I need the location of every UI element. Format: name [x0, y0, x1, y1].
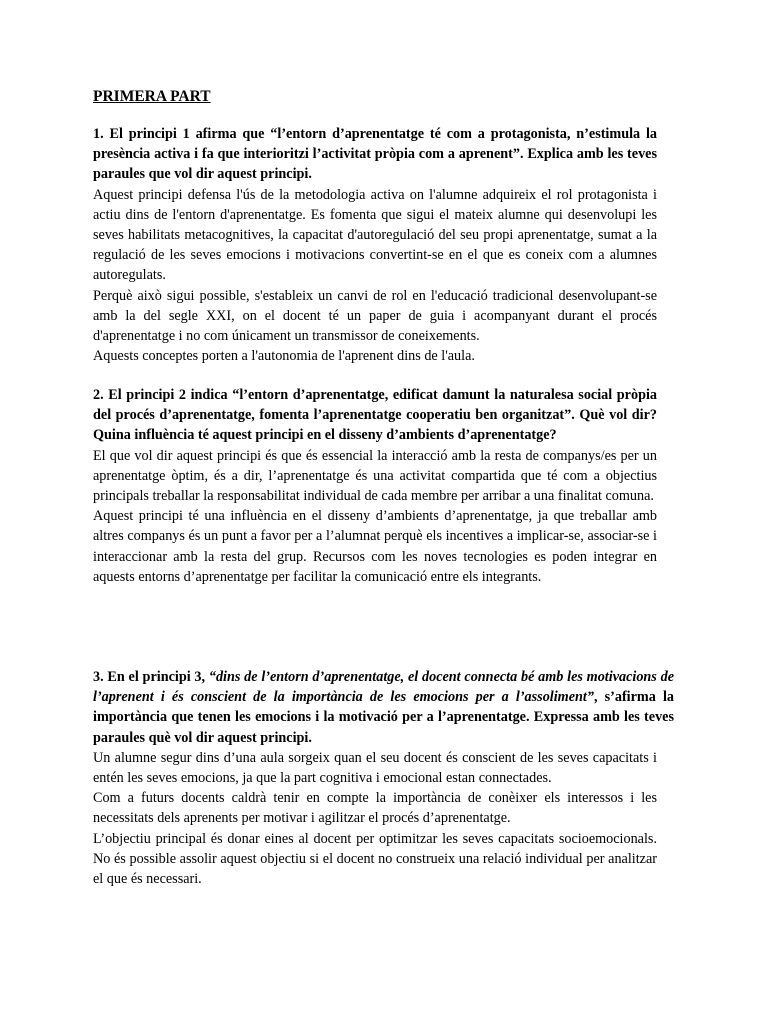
section-principle-3 — [93, 667, 674, 889]
question-1: 1. El principi 1 afirma que “l’entorn d’aprenentatge té com a protagonista, n’estimula la presència activa i fa que interioritzi l’activitat pròpia com a aprenent”. Explica amb les teves paraules que vol dir aquest principi. — [93, 126, 657, 183]
question-3 — [93, 667, 674, 748]
page-title: PRIMERA PART — [93, 88, 211, 105]
answer-paragraph: Aquest principi té una influència en el disseny d’ambients d’aprenentatge, ja que treballar amb altres companys és un punt a favor per a l’alumnat perquè els incentives a implicar-se, associar-se i interaccionar amb la resta del grup. Recursos com les noves tecnologies es poden integrar en aquests entorns d’aprenentatge per facilitar la comunicació entre els integrants. — [93, 508, 657, 585]
answer-paragraph: Perquè això sigui possible, s'estableix un canvi de rol en l'educació tradicional desenvolupant-se amb la del segle XXI, on el docent té un paper de guia i acompanyant durant el procés d'aprenentatge i no com únicament un transmissor de coneixements. — [93, 287, 657, 345]
answer-paragraph: Un alumne segur dins d’una aula sorgeix quan el seu docent és conscient de les seves capacitats i entén les seves emocions, ja que la part cognitiva i emocional estan connectades. — [93, 749, 657, 787]
section-principle-2 — [93, 385, 657, 587]
question-3-suffix: , s’afirma la importància que tenen les emocions i la motivació per a l’aprenentatge. Expressa amb les teves paraules què vol dir aquest principi. — [93, 689, 674, 746]
answer-paragraph: Aquest principi defensa l'ús de la metodologia activa on l'alumne adquireix el rol protagonista i actiu dins de l'entorn d'aprenentatge. Es fomenta que sigui el mateix alumne qui desenvolupi les seves habilitats metacognitives, la capacitat d'autoregulació del seu propi aprenentatge, sumat a la regulació de les seves emocions i motivacions convertint-se en el que es coneix com a alumnes autoregulats. — [93, 186, 657, 284]
question-2: 2. El principi 2 indica “l’entorn d’aprenentatge, edificat damunt la naturalesa social pròpia del procés d’aprenentatge, fomenta l’aprenentatge cooperatiu ben organitzat”. Què vol dir? Quina influència té aquest principi en el disseny d’ambients d’aprenentatge? — [93, 387, 657, 444]
answer-paragraph: Com a futurs docents caldrà tenir en compte la importància de conèixer els interessos i les necessitats dels aprenents per motivar i agilitzar el procés d’aprenentatge. — [93, 790, 657, 827]
answer-paragraph: El que vol dir aquest principi és que és essencial la interacció amb la resta de companys/es per un aprenentatge òptim, és a dir, l’aprenentatge és una activitat compartida que té com a objectius principals treballar la responsabilitat individual de cada membre per arribar a una finalitat comuna. — [93, 447, 657, 505]
section-principle-1 — [93, 124, 657, 366]
question-3-prefix: 3. En el principi 3, — [93, 669, 209, 685]
answer-paragraph: Aquests conceptes porten a l'autonomia de l'aprenent dins de l'aula. — [93, 348, 475, 365]
question-3-quote: “dins de l’entorn d’aprenentatge, el docent connecta bé amb les motivacions de l’aprenent i és conscient de la importància de les emocions per a l’assoliment” — [93, 669, 674, 706]
answer-paragraph: L’objectiu principal és donar eines al docent per optimitzar les seves capacitats socioemocionals. No és possible assolir aquest objectiu si el docent no construeix una relació individual per analitzar el que és necessari. — [93, 830, 657, 888]
